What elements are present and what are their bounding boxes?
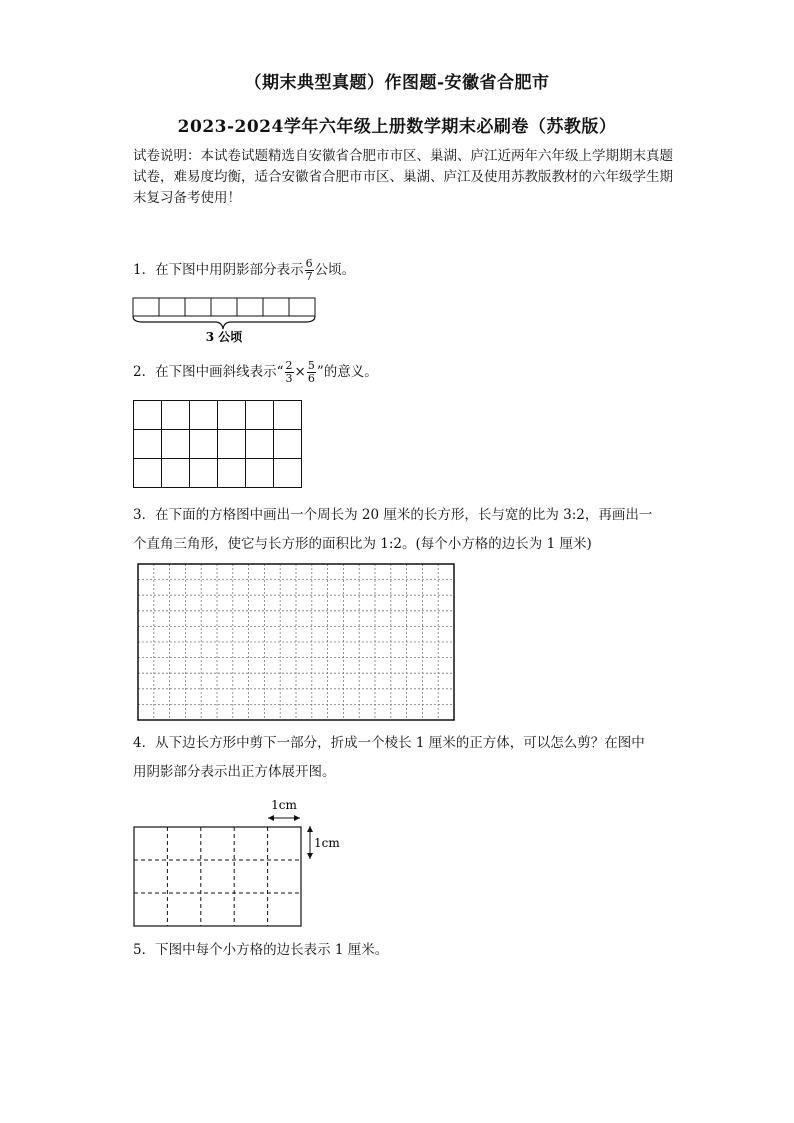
q2-grid-cell[interactable]: [274, 430, 302, 459]
question-3-line-2: 个直角三角形，使它与长方形的面积比为 1:2。(每个小方格的边长为 1 厘米): [133, 536, 592, 552]
q2-grid-cell[interactable]: [190, 401, 218, 430]
q1-bar-cell[interactable]: [133, 298, 159, 316]
q2-f2-num: 5: [307, 359, 315, 372]
q2-grid-cell[interactable]: [246, 459, 274, 488]
q2-fraction-2: [307, 360, 316, 385]
q1-brace: [133, 316, 315, 329]
q2-grid-cell[interactable]: [190, 459, 218, 488]
q2-grid-cell[interactable]: [218, 459, 246, 488]
question-4-line-1: 4．从下边长方形中剪下一部分，折成一个棱长 1 厘米的正方体，可以怎么剪？在图中: [133, 735, 645, 751]
q1-suffix: 公顷。: [314, 262, 356, 278]
q1-fraction: [305, 258, 314, 283]
q4-height-label: 1cm: [314, 836, 340, 850]
q2-grid[interactable]: [133, 400, 303, 490]
q2-f2-den: 6: [307, 372, 315, 385]
q1-bar-cell[interactable]: [237, 298, 263, 316]
q1-brace-label: 3 公顷: [205, 330, 243, 344]
q2-grid-cell[interactable]: [134, 459, 162, 488]
question-1: [133, 258, 355, 283]
q1-bar-cell[interactable]: [289, 298, 315, 316]
q1-bar-diagram: [130, 296, 330, 346]
q2-grid-cell[interactable]: [218, 430, 246, 459]
q2-grid-cell[interactable]: [246, 401, 274, 430]
q4-width-label: 1cm: [271, 798, 297, 812]
q1-prefix: 1．在下图中用阴影部分表示: [133, 262, 304, 278]
q2-suffix: ”的意义。: [316, 364, 378, 380]
q2-grid-cell[interactable]: [134, 430, 162, 459]
q4-grid-lines: [134, 827, 301, 926]
q2-grid-cell[interactable]: [190, 430, 218, 459]
q2-f1-den: 3: [285, 372, 293, 385]
exam-instructions: 试卷说明：本试卷试题精选自安徽省合肥市市区、巢湖、庐江近两年六年级上学期期末真题试卷，难易度均衡，适合安徽省合肥市市区、巢湖、庐江及使用苏教版教材的六年级学生期末复习备考使用！: [133, 148, 673, 206]
q1-frac-num: 6: [305, 257, 313, 270]
q2-grid-cell[interactable]: [162, 430, 190, 459]
q2-grid-cell[interactable]: [274, 459, 302, 488]
question-2: [133, 360, 378, 385]
q1-bar-cells[interactable]: [133, 298, 315, 316]
question-5: 5．下图中每个小方格的边长表示 1 厘米。: [133, 942, 389, 958]
question-3-line-1: 3．在下面的方格图中画出一个周长为 20 厘米的长方形，长与宽的比为 3:2，再画出一: [133, 507, 653, 523]
q2-grid-cell[interactable]: [274, 401, 302, 430]
q2-grid-cell[interactable]: [134, 401, 162, 430]
q4-rectangle-grid[interactable]: [133, 796, 363, 936]
q1-bar-cell[interactable]: [185, 298, 211, 316]
q4-rect-border: [134, 827, 301, 926]
q2-grid-cell[interactable]: [246, 430, 274, 459]
title-line-1: （期末典型真题）作图题-安徽省合肥市: [244, 73, 550, 93]
q2-times: ×: [294, 364, 306, 380]
q1-bar-cell[interactable]: [263, 298, 289, 316]
q1-bar-cell[interactable]: [211, 298, 237, 316]
q1-frac-den: 7: [305, 270, 313, 283]
q1-bar-cell[interactable]: [159, 298, 185, 316]
q2-fraction-1: [285, 360, 294, 385]
q2-prefix: 2．在下图中画斜线表示“: [133, 364, 284, 380]
question-4-line-2: 用阴影部分表示出正方体展开图。: [133, 764, 336, 780]
q2-grid-cell[interactable]: [162, 459, 190, 488]
q2-f1-num: 2: [285, 359, 293, 372]
q2-grid-cell[interactable]: [218, 401, 246, 430]
title-line-2: 2023-2024学年六年级上册数学期末必刷卷（苏教版）: [177, 117, 617, 137]
q3-dotted-grid[interactable]: [137, 563, 457, 723]
q2-grid-cell[interactable]: [162, 401, 190, 430]
